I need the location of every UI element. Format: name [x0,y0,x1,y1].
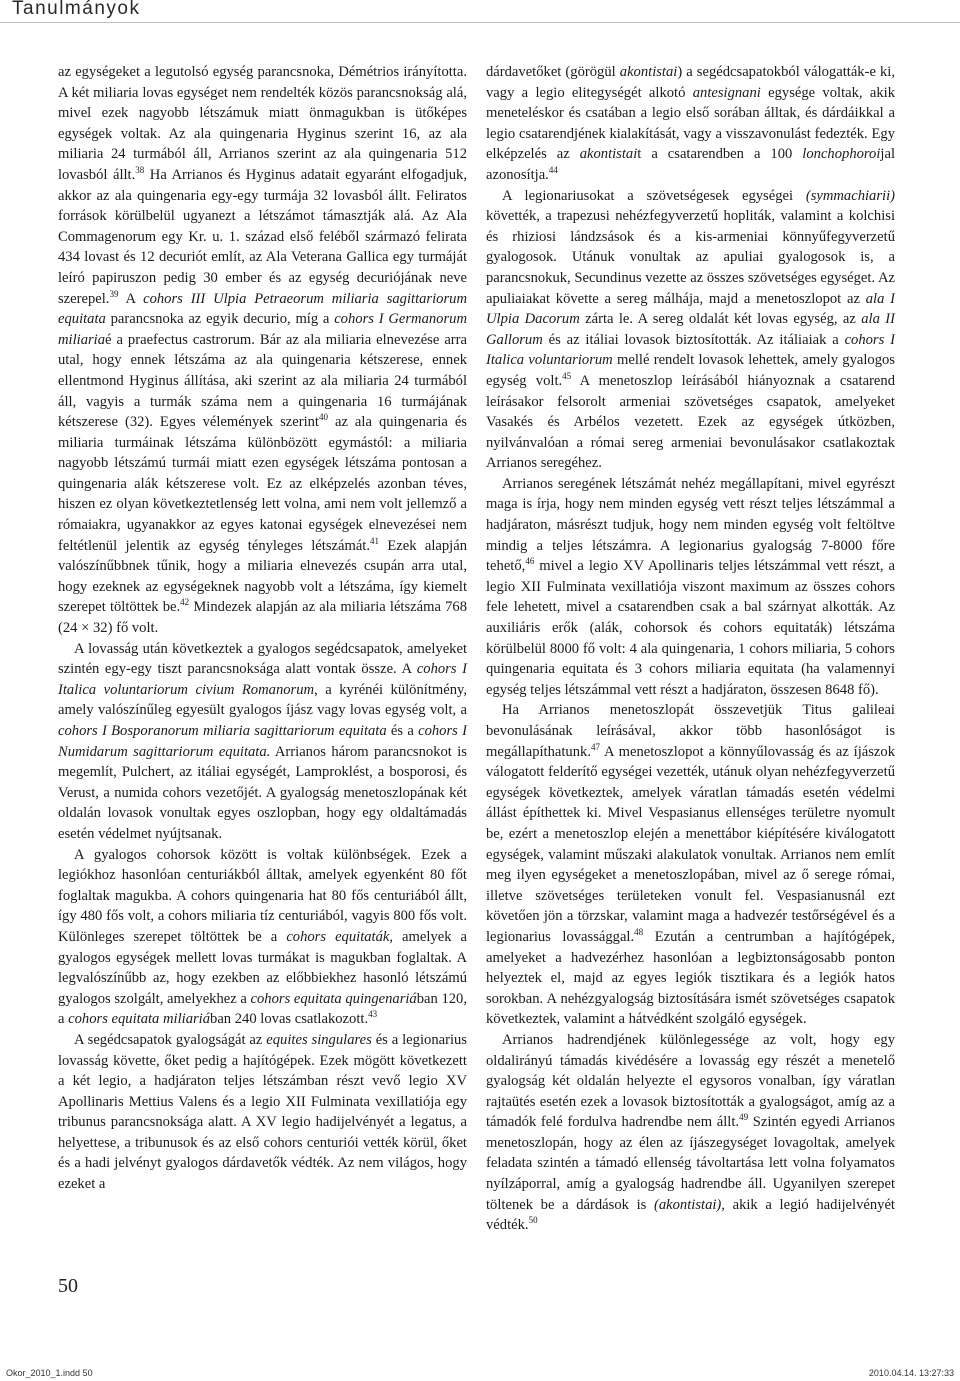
text-run: Arrianos seregének létszámát nehéz megállapítani, mivel egyrészt maga is írja, hogy nem minden egység vett részt teljes létszámmal a hadjáraton, másrészt tudjuk, hogy nem minden egység volt feltöltve mindig a teljes létszámra. A legionarius gyalogság 7-8000 főre tehető, [486,475,895,575]
italic-term: cohors I Italica voluntariorum [486,331,895,369]
footnote-ref: 42 [180,597,190,608]
footnote-ref: 50 [528,1215,538,1226]
text-run: ban 240 lovas csatlakozott. [210,1011,369,1028]
paragraph [486,474,895,701]
italic-term: cohors I Numidarum sagittariorum equitata. [58,723,467,760]
footnote-ref: 41 [370,535,379,546]
footnote-ref: 43 [368,1009,378,1020]
text-run: Szintén egyedi Arrianos menetoszlopán, hogy az élen az íjászegységet lovagoltak, amelyek feladata szintén a támadó ellenség távoltartása lett volna folyamatos nyílzáporral, amíg a gyalogság hadrendbe áll. Ugyanilyen szerepet töltenek be a dárdások is [486,1114,895,1213]
text-run: követték, a trapezusi nehézfegyverzetű hopliták, valamint a kolchisi és rhiziosi lándzsások és a kis-armeniai könnyűfegyverzetű gyalogosok. Utánuk vonultak az apuliai gyalogosok is, a parancsnokuk, Secundinus vezette az összes szövetséges egységet. Az apuliaiakat követte a sereg málhája, majd a menetoszlopot az [486,208,895,307]
text-run: jal azonosítja. [486,146,895,183]
text-run: és a legionarius lovasság követte, őket pedig a hajítógépek. Ezek mögött következett a két legio, a hadjáraton teljes létszámban részt vevő legio XV Apollinaris Mettius Valens és a legio XII Fulminata vexillatiója egy tribunus parancsnoksága alatt. A XV legio hadijelvényét a legatus, a helyettese, a tribunusok és az első cohors centuriói vették körül, őket és a hadi jelvényt gyalogos dárdavetők védték. Az nem világos, hogy ezeket a [58,1031,467,1193]
text-run: Ezután a centrumban a hajítógépek, amelyeket a hadvezérhez hasonlóan a legbiztonságosabb ponton helyeztek el, majd az egyes legiók tisztikara és a legiók hatos sorokban. A nehézgyalogság biztosítására ismét szövetséges csapatok következtek, valamint a hátvédként szolgáló egységek. [486,928,895,1028]
text-run: zárta le. A sereg oldalát két lovas egység, az [579,311,862,328]
text-run: akik a legió hadijelvényét védték. [486,1196,895,1234]
italic-term: equites singulares [266,1031,372,1048]
text-run: Arrianos három parancsnokot is megemlít, Pulchert, az itáliai egységét, Lamproklést, a bosporosi, és Verust, a numida cohors vezetőjét. A gyalogság menetoszlopának két oldalán lovasok vonultak egyes oszlopban, hogy egy oldaltámadás esetén védelmet nyújtsanak. [58,743,467,842]
text-run: és az itáliai lovasok biztosították. Az itáliaiak a [542,331,845,348]
text-run: , amelyek a gyalogos egységek mellett lovas turmákat is magukban foglaltak. A legvalószínűbb az, hogy ezekben az előbbiekhez hasonló létszámú gyalogos szolgált, amelyekhez a [58,928,467,1007]
paragraph [58,845,467,1030]
text-run: ban 120, a [58,990,467,1028]
italic-term: (akontistai), [654,1196,725,1213]
paragraph [58,639,467,845]
footnote-ref: 38 [135,165,145,176]
text-run: A menetoszlopot a könnyűlovasság és az íjászok válogatott felderítő egységei vezették, utánuk olyan nehézfegyverzetű egységek következtek, amelyek váratlan támadás esetén védelmi állást építhettek ki. Mivel Vespasianus ellenséges területre nyomult be, ezért a menetoszlop elején a menettábor kiépítésére kiválogatott egységek, valamint műszaki alakulatok vonultak. Arrianos nem említ meg ilyen egységeket a menetoszlopában, mivel az ő serege római, illetve szövetséges területeken vonult fel. Vespasianusnál ezt követően jön a törzskar, valamint maga a hadvezér testőrségével és a legionarius lovassággal. [486,743,895,945]
italic-term: ala I Ulpia Dacorum [486,290,895,328]
left-text-column [58,62,467,1195]
footnote-ref: 45 [562,371,572,382]
text-run: A lovasság után következtek a gyalogos segédcsapatok, amelyeket szintén egy-egy tiszt parancsnoksága alatt vontak össze. A [58,640,467,678]
header-rule [0,22,960,23]
footnote-ref: 48 [634,927,644,938]
italic-term: cohors I Bosporanorum miliaria sagittariorum equitata [58,723,387,739]
footer-file-info: Okor_2010_1.indd 50 [6,1368,93,1378]
text-run: A legionariusokat a szövetségesek egységei [502,187,806,204]
text-run: Ha Arrianos menetoszlopát összevetjük Titus galileai bevonulásának leírásával, akkor több hasonlóságot is megállapíthatunk. [486,702,895,760]
paragraph [486,186,895,474]
text-run: mivel a legio XV Apollinaris teljes létszámmal vett részt, a legio XII Fulminata vexillatiója viszont maximum az összes cohors fele lehetett, mivel a csatarendben csak a bal szárnyat alkották. Az auxiliáris erők (alák, cohorsok és cohors equitaták) létszáma körülbelül 8000 fő volt: 4 ala quingenaria, 1 cohors miliaria, 5 cohors quingenaria equitata és 3 cohors miliaria equitata (ha valamennyi egység teljes létszámmal vett részt a hadjáraton, összesen 8648 fő). [486,558,895,698]
italic-term: cohors III Ulpia Petraeorum miliaria sagittariorum equitata [58,290,467,328]
footnote-ref: 40 [318,412,328,423]
text-run: parancsnoka az egyik decurio, míg a [105,311,335,328]
text-run: Mindezek alapján az ala miliaria létszáma 768 (24 × 32) fő volt. [58,599,467,637]
text-run: és a [386,723,419,739]
footnote-ref: 39 [109,288,119,299]
text-run: Arrianos hadrendjének különlegessége az volt, hogy egy oldalirányú támadás kivédésére a lovasság egy részét a menetelő gyalogság két oldalán helyezte el egysoros vonalban, így váratlan rajtaütés esetén ezek a lovasok biztosították a gyalogságot, amíg az a támadók felé fordulva hadrendbe nem állt. [486,1031,895,1131]
footnote-ref: 46 [525,556,535,567]
italic-term: (symmachiarii) [805,187,895,204]
text-run: mellé rendelt lovasok lehettek, amely gyalogos egység volt. [486,352,895,389]
footnote-ref: 44 [548,165,558,176]
text-run: A menetoszlop leírásából hiányoznak a csatarend leírásakor felsorolt armeniai szövetséges csapatok, amelyeket Vasakés és Arbélos vezetett. Ezek az egységek útközben, nyilvánvalóan a római sereg armeniai bevonulásakor csatlakoztak Arrianos seregéhez. [486,372,896,472]
text-run: , a kyrénéi különítmény, amely valószínűleg egyesült gyalogos íjász vagy lovas egység volt, a [58,681,468,719]
paragraph [486,1030,895,1236]
italic-term: antesignani [692,84,761,101]
italic-term: akontistai [619,64,678,80]
text-run: t a csatarendben a 100 [637,146,803,163]
text-run: dárdavetőket (görögül [486,64,620,80]
text-run: A gyalogos cohorsok között is voltak különbségek. Ezek a legiókhoz hasonlóan centuriákból álltak, amelyek egyenként 80 főt foglaltak magukba. A cohors quingenaria hat 80 fős centuriából állt, így 480 fős volt, a cohors miliaria tíz centuriából, vagyis 800 fős volt. Különleges szerepet töltöttek be a [58,846,467,945]
footer-timestamp: 2010.04.14. 13:27:33 [868,1368,954,1378]
italic-term: lonchophoroi [802,146,881,163]
italic-term: ala II Gallorum [486,311,895,348]
italic-term: cohors equitata quingenariá [250,990,417,1007]
text-run: az ala quingenaria és miliaria turmáinak létszáma különbözött egymástól: a miliaria nagyobb létszámú turmái miatt ezen egységek létszáma pontosan a quingenaria alák kétszerese volt. Ez az elképzelés azonban téves, hiszen ez olyan következtetlenség lett volna, ami nem volt jellemző a rómaiakra, ugyanakkor az egyes katonai egységek elnevezései nem feltétlenül jelentik az egység tényleges létszámát. [58,414,467,554]
right-text-column [486,62,895,1236]
italic-term: cohors equitata miliariá [68,1011,211,1028]
footnote-ref: 47 [590,741,600,752]
footnote-ref: 49 [739,1112,749,1123]
text-run: A [118,290,144,307]
italic-term: cohors I Italica voluntariorum civium Romanorum [58,661,467,698]
paragraph [58,1030,467,1195]
paragraph [58,62,467,639]
italic-term: akontistai [579,146,638,163]
text-run: Ha Arrianos és Hyginus adatait egyaránt elfogadjuk, akkor az ala quingenaria egy-egy turmája 32 lovasból állt. Feliratos források körülbelül ugyanezt a létszámot támasztják alá. Az Ala Commagenorum egy Kr. u. 1. század első feléből származó felirata 434 lovast és 12 decuriót említ, az Ala Veterana Gallica egy turmáját leíró papiruszon pedig 30 ember és az egység decuriójának neve szerepel. [58,166,467,307]
page-number: 50 [58,1275,78,1297]
italic-term: cohors I Germanorum miliaria [58,311,467,348]
italic-term: cohors equitaták [286,928,390,945]
section-title: Tanulmányok [12,0,141,19]
text-run: az egységeket a legutolsó egység parancsnoka, Démétrios irányította. A két miliaria lovas egységet nem rendelték közös parancsnokság alá, mivel ezek nagyobb létszámuk miatt önmagukban is ütőképes egységek voltak. Az ala quingenaria Hyginus szerint 16, az ala miliaria 24 turmából áll, Arrianos szerint az ala quingenaria 512 lovasból állt. [58,64,467,183]
text-run: é a praefectus castrorum. Bár az ala miliaria elnevezése arra utal, hogy ennek létszáma az ala quingenaria kétszerese, ennek ellentmond Hyginus állítása, aki szerint az ala miliaria 24 turmából áll, vagyis a turmák száma nem a quingenaria 16 turmájának kétszerese (32). Egyes vélemények szerint [58,331,467,431]
paragraph [486,62,895,186]
text-run: Ezek alapján valószínűbbnek tűnik, hogy a miliaria elnevezés csupán arra utal, hogy ezeknek az egységeknek nagyobb volt a létszáma, így kiemelt szerepet töltöttek be. [58,537,467,616]
paragraph [486,700,895,1030]
text-run: A segédcsapatok gyalogságát az [74,1031,267,1048]
text-run: ) a segédcsapatokból válogatták-e ki, vagy a legio elitegységét alkotó [486,64,895,101]
text-run: egysége voltak, akik meneteléskor és csatában a legio első sorában álltak, és dárdáikkal a legio csatarendjének kialakítását, vagy a visszavonulást fedezték. Egy elképzelés az [486,84,895,163]
